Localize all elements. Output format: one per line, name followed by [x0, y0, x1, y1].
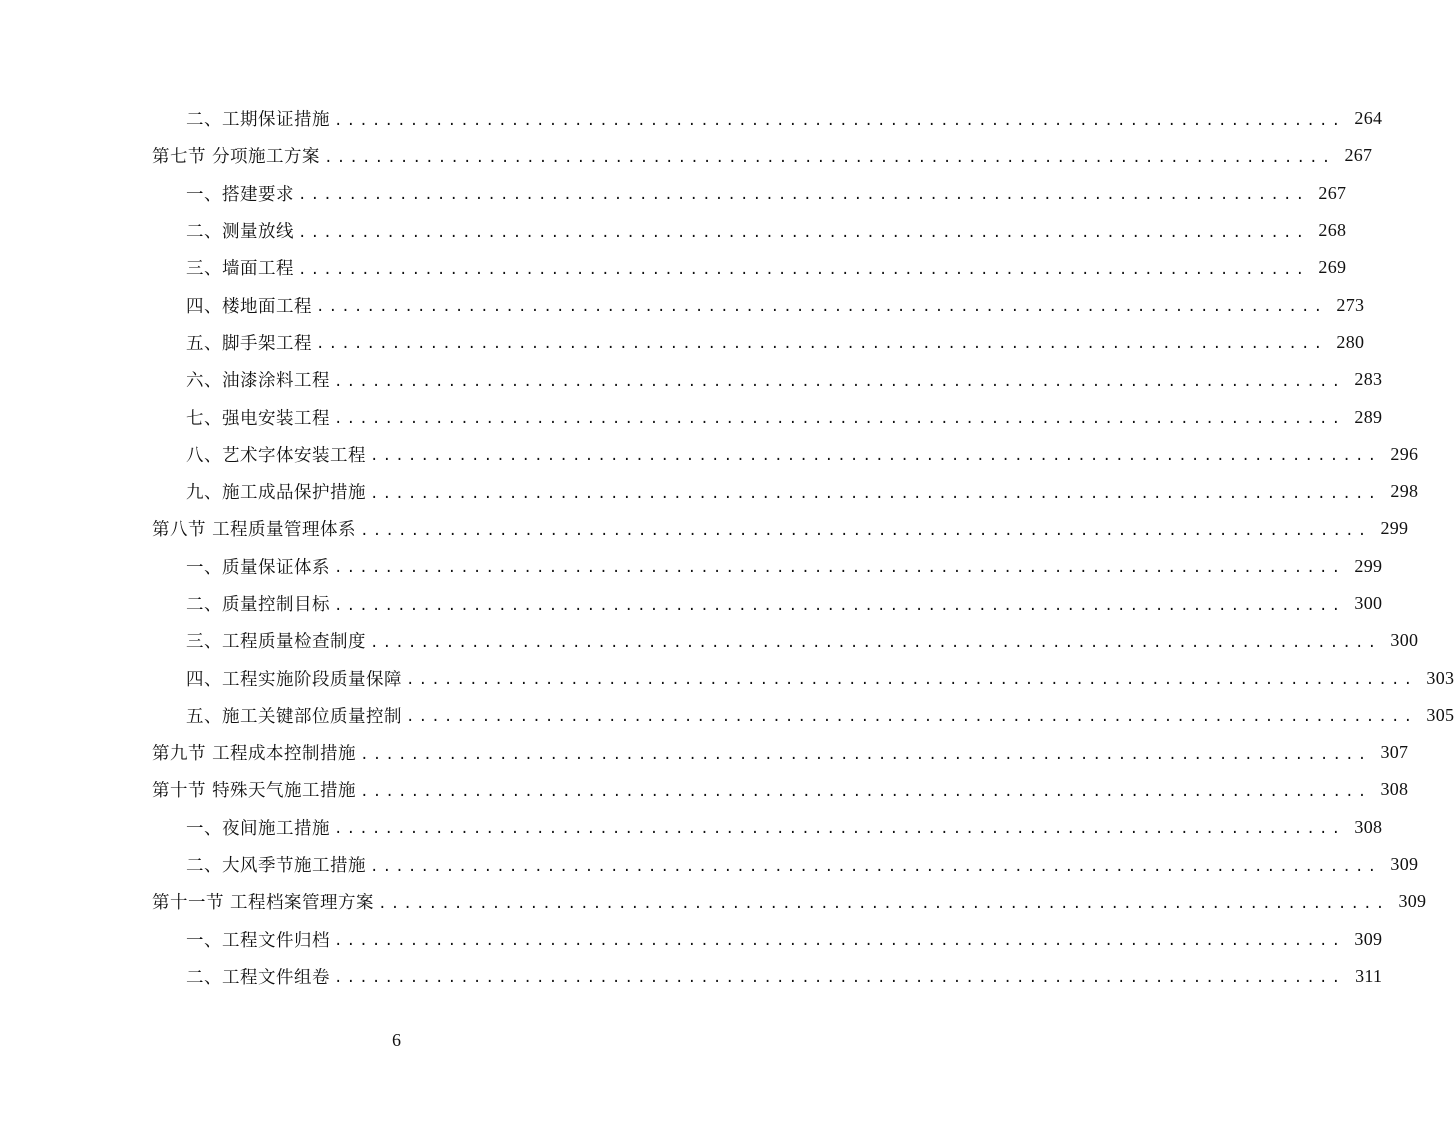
- toc-subsection-entry[interactable]: [0, 846, 1419, 883]
- toc-entry-label: 二、测量放线: [186, 222, 294, 243]
- toc-dot-leader: ................................................................................: [316, 299, 1327, 316]
- toc-subsection-entry[interactable]: [0, 324, 1365, 361]
- toc-entry-page-number: 300: [1390, 630, 1419, 651]
- toc-entry-page-number: 299: [1380, 518, 1409, 539]
- toc-entry-label: 第九节 工程成本控制措施: [152, 744, 357, 765]
- toc-dot-leader: ................................................................................: [334, 970, 1345, 987]
- toc-entry-label: 一、夜间施工措施: [186, 818, 330, 839]
- toc-dot-leader: ................................................................................: [334, 821, 1345, 838]
- toc-entry-label: 三、工程质量检查制度: [186, 632, 366, 653]
- toc-entry-page-number: 307: [1380, 742, 1409, 763]
- toc-entry-page-number: 267: [1344, 145, 1373, 166]
- toc-entry-label: 七、强电安装工程: [186, 408, 330, 429]
- toc-dot-leader: ................................................................................: [316, 336, 1327, 353]
- toc-section-entry[interactable]: [0, 771, 1409, 808]
- toc-entry-page-number: 309: [1354, 928, 1383, 949]
- toc-entry-page-number: 264: [1354, 108, 1383, 129]
- toc-entry-label: 四、工程实施阶段质量保障: [186, 669, 402, 690]
- toc-section-entry[interactable]: [0, 883, 1427, 920]
- toc-subsection-entry[interactable]: [0, 958, 1383, 995]
- toc-entry-page-number: 269: [1318, 257, 1347, 278]
- toc-dot-leader: ................................................................................: [298, 187, 1309, 204]
- toc-dot-leader: ................................................................................: [360, 783, 1371, 800]
- toc-subsection-entry[interactable]: [0, 809, 1383, 846]
- toc-subsection-entry[interactable]: [0, 175, 1347, 212]
- toc-entry-label: 一、搭建要求: [186, 184, 294, 205]
- toc-entry-page-number: 305: [1426, 704, 1454, 725]
- toc-subsection-entry[interactable]: [0, 659, 1454, 696]
- toc-dot-leader: ................................................................................: [324, 149, 1335, 166]
- toc-entry-page-number: 311: [1355, 965, 1383, 986]
- toc-dot-leader: ................................................................................: [370, 634, 1381, 651]
- toc-subsection-entry[interactable]: [0, 361, 1383, 398]
- toc-entry-label: 二、工期保证措施: [186, 110, 330, 131]
- toc-subsection-entry[interactable]: [0, 212, 1347, 249]
- toc-entry-page-number: 309: [1390, 854, 1419, 875]
- toc-entry-label: 二、质量控制目标: [186, 595, 330, 615]
- toc-entry-label: 第十一节 工程档案管理方案: [152, 893, 375, 914]
- toc-subsection-entry[interactable]: [0, 100, 1383, 137]
- toc-section-entry[interactable]: [0, 734, 1409, 771]
- toc-entry-page-number: 296: [1390, 443, 1419, 464]
- toc-subsection-entry[interactable]: [0, 286, 1365, 323]
- toc-subsection-entry[interactable]: [0, 921, 1383, 958]
- toc-entry-label: 一、质量保证体系: [186, 557, 330, 578]
- toc-dot-leader: ................................................................................: [298, 224, 1309, 241]
- toc-subsection-entry[interactable]: [0, 585, 1383, 622]
- toc-section-entry[interactable]: [0, 510, 1409, 547]
- toc-entry-label: 二、大风季节施工措施: [186, 856, 366, 877]
- toc-entry-page-number: 280: [1336, 331, 1365, 352]
- toc-entry-label: 四、楼地面工程: [186, 296, 312, 317]
- toc-subsection-entry[interactable]: [0, 249, 1347, 286]
- toc-dot-leader: ................................................................................: [334, 411, 1345, 428]
- toc-entry-page-number: 298: [1390, 481, 1419, 502]
- toc-subsection-entry[interactable]: [0, 622, 1419, 659]
- toc-subsection-entry[interactable]: [0, 697, 1454, 734]
- toc-subsection-entry[interactable]: [0, 398, 1383, 435]
- toc-entry-label: 一、工程文件归档: [186, 930, 330, 951]
- toc-dot-leader: ................................................................................: [370, 485, 1381, 502]
- toc-subsection-entry[interactable]: [0, 473, 1419, 510]
- toc-dot-leader: ................................................................................: [360, 746, 1371, 763]
- toc-entry-label: 六、油漆涂料工程: [186, 371, 330, 392]
- toc-entry-page-number: 300: [1354, 593, 1383, 613]
- toc-dot-leader: ................................................................................: [334, 597, 1345, 614]
- toc-subsection-entry[interactable]: [0, 436, 1419, 473]
- toc-entry-page-number: 308: [1380, 779, 1409, 800]
- toc-subsection-entry[interactable]: [0, 548, 1383, 585]
- toc-dot-leader: ................................................................................: [334, 112, 1345, 129]
- toc-dot-leader: ................................................................................: [334, 560, 1345, 577]
- toc-entry-label: 第八节 工程质量管理体系: [152, 520, 357, 541]
- toc-dot-leader: ................................................................................: [370, 448, 1381, 465]
- toc-entry-page-number: 268: [1318, 220, 1347, 241]
- toc-dot-leader: ................................................................................: [406, 709, 1417, 726]
- toc-entry-page-number: 267: [1318, 182, 1347, 203]
- toc-entry-label: 第七节 分项施工方案: [152, 147, 321, 168]
- toc-entry-page-number: 309: [1398, 891, 1427, 912]
- table-of-contents: [0, 100, 1454, 995]
- toc-dot-leader: ................................................................................: [378, 895, 1389, 912]
- toc-entry-label: 八、艺术字体安装工程: [186, 445, 366, 466]
- toc-dot-leader: ................................................................................: [406, 672, 1417, 689]
- page-number: 6: [392, 1030, 401, 1050]
- toc-entry-page-number: 303: [1426, 667, 1454, 688]
- toc-entry-label: 九、施工成品保护措施: [186, 483, 366, 504]
- toc-dot-leader: ................................................................................: [360, 522, 1371, 539]
- toc-dot-leader: ................................................................................: [370, 858, 1381, 875]
- toc-dot-leader: ................................................................................: [298, 261, 1309, 278]
- toc-entry-page-number: 289: [1354, 406, 1383, 427]
- toc-entry-page-number: 308: [1354, 816, 1383, 837]
- toc-entry-label: 五、脚手架工程: [186, 333, 312, 354]
- toc-entry-label: 第十节 特殊天气施工措施: [152, 781, 357, 802]
- toc-entry-label: 二、工程文件组卷: [186, 967, 330, 988]
- toc-entry-label: 五、施工关键部位质量控制: [186, 706, 402, 727]
- toc-entry-page-number: 273: [1336, 294, 1365, 315]
- toc-entry-label: 三、墙面工程: [186, 259, 294, 280]
- toc-dot-leader: ................................................................................: [334, 373, 1345, 390]
- toc-section-entry[interactable]: [0, 137, 1373, 174]
- toc-entry-page-number: 283: [1354, 369, 1383, 390]
- toc-dot-leader: ................................................................................: [334, 933, 1345, 950]
- toc-entry-page-number: 299: [1354, 555, 1383, 576]
